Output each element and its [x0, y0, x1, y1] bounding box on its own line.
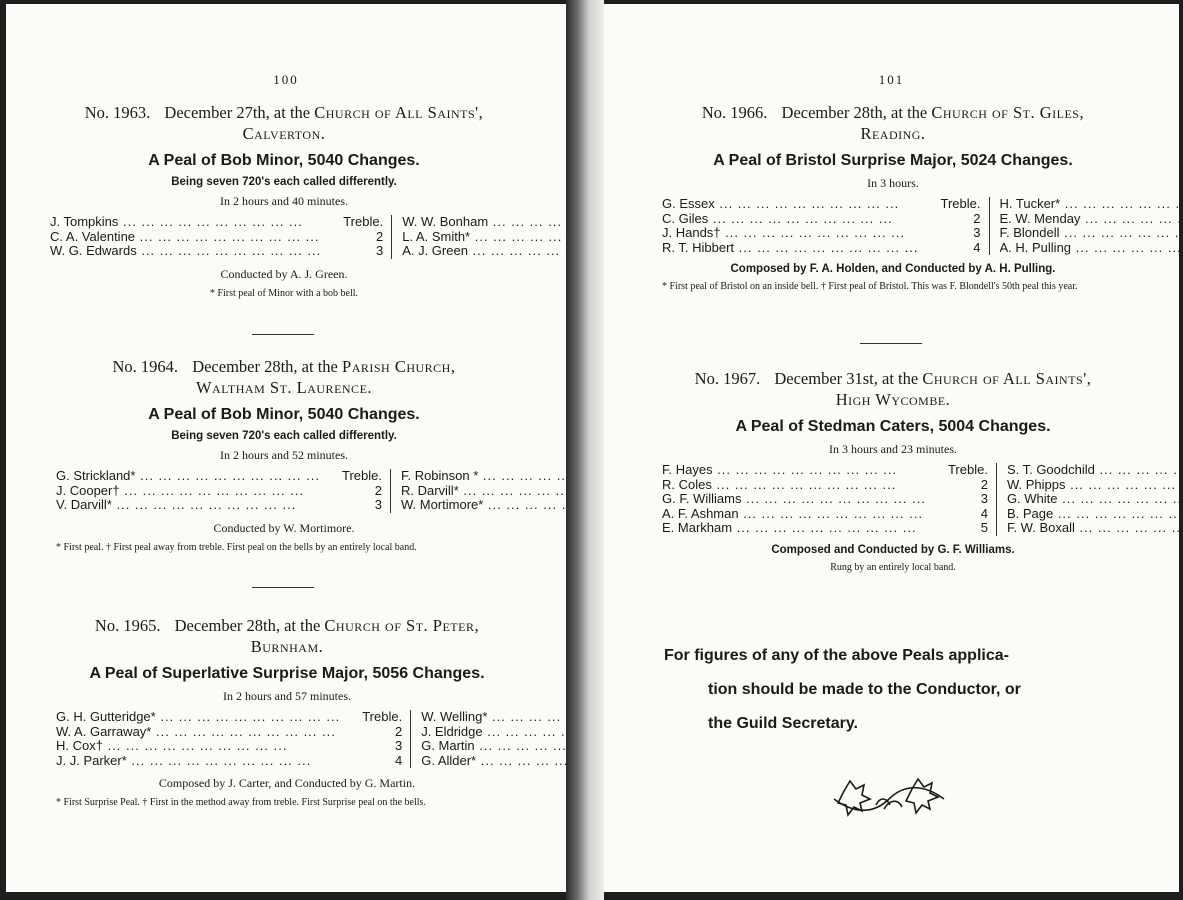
ringer-row — [50, 215, 383, 230]
section-divider — [860, 343, 922, 344]
peal-title: A Peal of Bob Minor, 5040 Changes. — [148, 406, 420, 423]
ringer-name: J. Cooper† ... . — [56, 484, 320, 499]
peal-duration: In 2 hours and 57 minutes. — [223, 689, 351, 703]
ringer-row — [421, 739, 566, 754]
ringer-row — [421, 754, 566, 769]
ringer-name: G. White ... . — [1007, 492, 1179, 507]
ringer-name: G. H. Gutteridge* ... . — [56, 710, 340, 725]
church-name: Parish Church, — [342, 357, 456, 376]
bell-number: Treble. — [320, 469, 382, 484]
ringers-column-right — [411, 710, 566, 768]
peal-title: A Peal of Stedman Caters, 5004 Changes. — [735, 418, 1051, 435]
ringers-column-left — [662, 197, 990, 255]
ringer-row — [56, 754, 402, 769]
bell-number: 3 — [321, 244, 383, 259]
peal-date: December 28th, at the — [192, 357, 338, 376]
peal-subtitle: Being seven 720's each called differently. — [171, 176, 397, 188]
ringers-column-left — [56, 469, 391, 513]
ringer-row — [50, 244, 383, 259]
church-name: Church of St. Peter, — [324, 616, 480, 635]
ringer-row — [1000, 226, 1180, 241]
ringer-name: W. Mortimore* ... . — [401, 498, 566, 513]
ringers-table — [662, 463, 1124, 536]
ringer-name: C. Giles ... . — [662, 212, 919, 227]
notice-paragraph — [664, 639, 1124, 741]
peal-duration: In 3 hours. — [867, 176, 919, 190]
ringer-name: J. J. Parker* ... . — [56, 754, 340, 769]
bell-number: 3 — [926, 492, 988, 507]
ringers-column-left — [662, 463, 997, 536]
peal-date: December 27th, at the — [164, 103, 311, 122]
bell-number: Treble. — [919, 197, 981, 212]
section-divider — [252, 334, 314, 335]
bell-number: 3 — [340, 739, 402, 754]
peal-title: A Peal of Bob Minor, 5040 Changes. — [148, 152, 420, 169]
ringer-name: L. A. Smith* ... . — [402, 230, 566, 245]
entry-heading — [56, 615, 518, 657]
ringer-name: J. Hands† ... . — [662, 226, 919, 241]
ringers-table — [56, 469, 512, 513]
ringer-name: H. Cox† ... . — [56, 739, 340, 754]
page-number: 100 — [273, 72, 299, 87]
ringer-name: E. W. Menday ... . — [1000, 212, 1180, 227]
ringer-row — [50, 230, 383, 245]
bell-number: 2 — [321, 230, 383, 245]
peal-number: No. 1965. — [94, 616, 161, 635]
floral-ornament-icon — [824, 769, 954, 819]
ringer-row — [662, 478, 988, 493]
bell-number: 2 — [919, 212, 981, 227]
right-page — [604, 4, 1179, 892]
bell-number: 5 — [926, 521, 988, 536]
entry-heading — [662, 102, 1124, 144]
ringer-name: G. Strickland* ... . — [56, 469, 320, 484]
footnote: * First peal of Minor with a bob bell. — [209, 287, 359, 299]
ringers-table — [50, 215, 518, 259]
ringer-name: R. T. Hibbert ... . — [662, 241, 919, 256]
peal-date: December 28th, at the — [174, 616, 321, 635]
ringer-name: B. Page ... . — [1007, 507, 1179, 522]
book-gutter — [566, 0, 604, 900]
ringer-row — [402, 230, 566, 245]
peal-date: December 28th, at the — [781, 103, 928, 122]
place-name: Calverton. — [242, 124, 326, 143]
footnote: * First peal of Bristol on an inside bell. † First peal of Bristol. This was F. Blondell's 50th peal this year. — [662, 281, 1078, 292]
ringers-column-left — [50, 215, 392, 259]
peal-duration: In 2 hours and 52 minutes. — [220, 448, 348, 462]
place-name: High Wycombe. — [835, 390, 951, 409]
ringer-name: R. Coles ... . — [662, 478, 926, 493]
ringer-row — [56, 469, 382, 484]
ringers-column-right — [392, 215, 566, 259]
ringer-row — [1007, 463, 1179, 478]
ringers-column-right — [391, 469, 566, 513]
ringer-row — [662, 197, 981, 212]
ringer-row — [1000, 241, 1180, 256]
peal-entry-1963 — [50, 102, 518, 299]
bell-number: 3 — [320, 498, 382, 513]
ringer-row — [662, 521, 988, 536]
peal-duration: In 2 hours and 40 minutes. — [220, 194, 348, 208]
bell-number: Treble. — [340, 710, 402, 725]
peal-duration: In 3 hours and 23 minutes. — [829, 442, 957, 456]
ringer-row — [1007, 507, 1179, 522]
ringer-name: C. A. Valentine ... . — [50, 230, 321, 245]
peal-number: No. 1964. — [112, 357, 179, 376]
ringer-name: W. Welling* ... . — [421, 710, 566, 725]
ringer-row — [1007, 492, 1179, 507]
ringer-name: F. Robinson * ... . — [401, 469, 566, 484]
bell-number: Treble. — [926, 463, 988, 478]
church-name: Church of St. Giles, — [931, 103, 1085, 122]
ringer-row — [56, 739, 402, 754]
ringer-row — [662, 241, 981, 256]
ringer-name: J. Eldridge ... . — [421, 725, 566, 740]
bell-number: 4 — [919, 241, 981, 256]
conductor-line: Composed by F. A. Holden, and Conducted by A. H. Pulling. — [730, 263, 1056, 275]
peal-entry-1964 — [56, 356, 512, 553]
ringers-column-left — [56, 710, 411, 768]
peal-title: A Peal of Superlative Surprise Major, 5056 Changes. — [89, 665, 485, 682]
ringer-name: W. W. Bonham ... . — [402, 215, 566, 230]
ringer-row — [421, 725, 566, 740]
conductor-line: Composed and Conducted by G. F. Williams. — [771, 543, 1015, 556]
section-divider — [252, 587, 314, 588]
bell-number: 4 — [340, 754, 402, 769]
entry-heading — [662, 368, 1124, 410]
peal-date: December 31st, at the — [774, 369, 919, 388]
page-number: 101 — [878, 72, 905, 87]
ringer-row — [56, 498, 382, 513]
ringer-name: W. G. Edwards ... . — [50, 244, 321, 259]
ringer-name: A. F. Ashman ... . — [662, 507, 926, 522]
peal-entry-1966 — [662, 102, 1124, 292]
ringer-row — [421, 710, 566, 725]
bell-number: 2 — [340, 725, 402, 740]
place-name: Waltham St. Laurence. — [195, 378, 373, 397]
ringer-row — [1007, 478, 1179, 493]
peal-number: No. 1963. — [84, 103, 151, 122]
ringer-row — [56, 484, 382, 499]
ringer-name: G. Essex ... . — [662, 197, 919, 212]
ringer-name: H. Tucker* ... . — [1000, 197, 1180, 212]
peal-number: No. 1966. — [701, 103, 768, 122]
ringer-row — [401, 484, 566, 499]
peal-entry-1967 — [662, 368, 1124, 573]
ringer-name: V. Darvill* ... . — [56, 498, 320, 513]
ringer-row — [1000, 212, 1180, 227]
bell-number: 2 — [926, 478, 988, 493]
ringers-table — [56, 710, 518, 768]
conductor-line: Conducted by A. J. Green. — [220, 266, 348, 281]
ringer-row — [56, 710, 402, 725]
ringer-row — [401, 469, 566, 484]
ringer-row — [1000, 197, 1180, 212]
footnote: * First peal. † First peal away from treble. First peal on the bells by an entirely local band. — [56, 541, 417, 553]
ringer-name: R. Darvill* ... . — [401, 484, 566, 499]
peal-entry-1965 — [56, 615, 518, 808]
footnote: Rung by an entirely local band. — [830, 561, 956, 573]
ringer-name: G. F. Williams ... . — [662, 492, 926, 507]
ringer-row — [662, 463, 988, 478]
ringer-row — [662, 492, 988, 507]
ringer-name: F. Hayes ... . — [662, 463, 926, 478]
ringer-name: A. J. Green ... . — [402, 244, 566, 259]
church-name: Church of All Saints', — [314, 103, 484, 122]
ringer-row — [1007, 521, 1179, 536]
ringer-row — [56, 725, 402, 740]
ringer-name: A. H. Pulling ... . — [1000, 241, 1180, 256]
peal-subtitle: Being seven 720's each called differently. — [171, 430, 397, 442]
ringer-name: F. W. Boxall ... . — [1007, 521, 1179, 536]
ringer-name: S. T. Goodchild ... . — [1007, 463, 1179, 478]
bell-number: Treble. — [321, 215, 383, 230]
ringer-row — [402, 244, 566, 259]
ringer-name: E. Markham ... . — [662, 521, 926, 536]
footnote: * First Surprise Peal. † First in the method away from treble. First Surprise peal on the bells. — [56, 797, 426, 808]
ringers-column-right — [997, 463, 1179, 536]
peal-number: No. 1967. — [694, 369, 761, 388]
ringer-name: F. Blondell ... . — [1000, 226, 1180, 241]
ringers-column-right — [990, 197, 1180, 255]
ringer-row — [401, 498, 566, 513]
notice-line: tion should be made to the Conductor, or — [708, 681, 1021, 698]
bell-number: 2 — [320, 484, 382, 499]
ringer-name: W. Phipps ... . — [1007, 478, 1179, 493]
bell-number: 4 — [926, 507, 988, 522]
left-page — [6, 4, 566, 892]
notice-line: For figures of any of the above Peals applica- — [664, 647, 1009, 664]
notice-line: the Guild Secretary. — [708, 715, 858, 732]
ringer-name: G. Allder* ... . — [421, 754, 566, 769]
ringer-name: W. A. Garraway* ... . — [56, 725, 340, 740]
ringer-row — [662, 212, 981, 227]
bell-number: 3 — [919, 226, 981, 241]
entry-heading — [56, 356, 512, 398]
place-name: Burnham. — [250, 637, 324, 656]
ringer-row — [662, 507, 988, 522]
ringer-name: J. Tompkins ... . — [50, 215, 321, 230]
place-name: Reading. — [860, 124, 926, 143]
entry-heading — [50, 102, 518, 144]
peal-title: A Peal of Bristol Surprise Major, 5024 Changes. — [713, 152, 1073, 169]
conductor-line: Composed by J. Carter, and Conducted by G. Martin. — [158, 776, 416, 790]
ringers-table — [662, 197, 1124, 255]
church-name: Church of All Saints', — [922, 369, 1092, 388]
conductor-line: Conducted by W. Mortimore. — [213, 520, 355, 535]
ringer-row — [402, 215, 566, 230]
ringer-name: G. Martin ... . — [421, 739, 566, 754]
ringer-row — [662, 226, 981, 241]
